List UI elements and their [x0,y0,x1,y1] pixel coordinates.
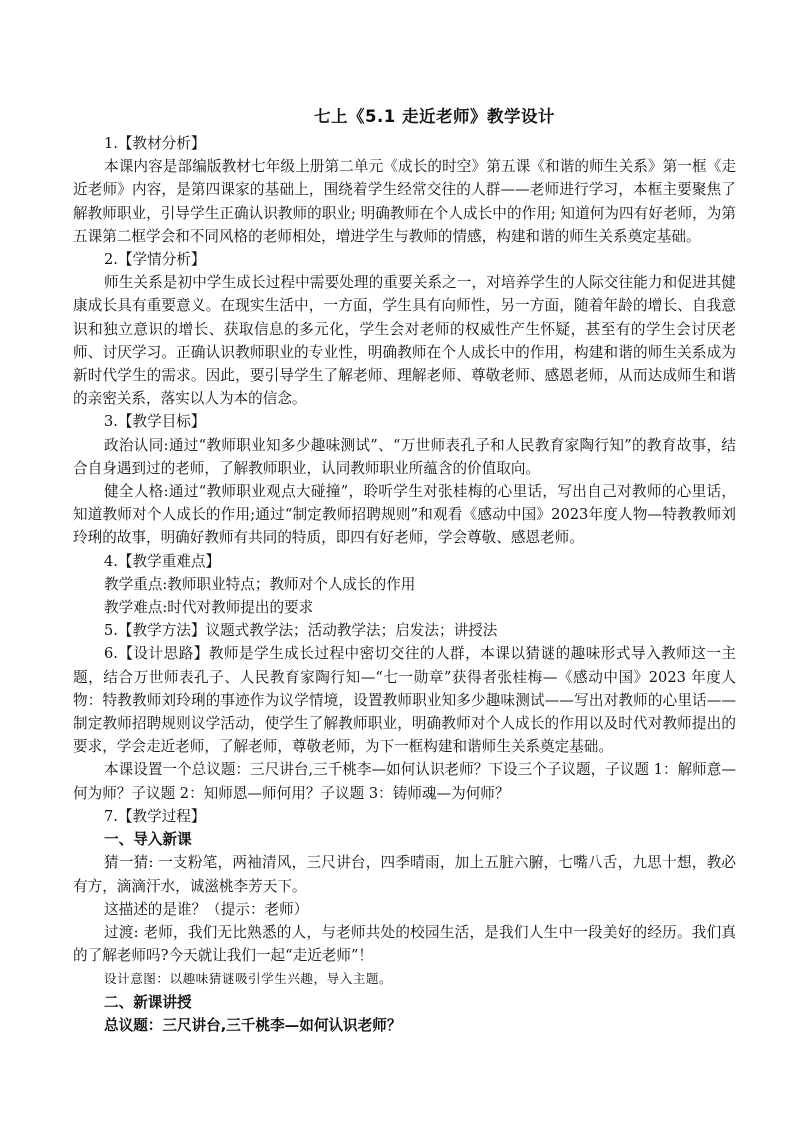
main-topic-heading: 总议题：三尺讲台,三千桃李—如何认识老师？ [104,1016,402,1034]
section-heading-process: 7.【教学过程】 [104,807,206,825]
paragraph-riddle-question: 这描述的是谁？（提示：老师） [104,900,309,918]
paragraph-student-analysis: 师生关系是初中学生成长过程中需要处理的重要关系之一，对培养学生的人际交往能力和促进其健康成长具有重要意义。在现实生活中，一方面，学生具有向师性，另一方面，随着年龄的增长、自我意识和独立意识的增长、获取信息的多元化，学生会对老师的权威性产生怀疑，甚至有的学生会讨厌老师、讨厌学习。正确认识教师职业的专业性，明确教师在个人成长中的作用，构建和谐的师生关系成为新时代学生的需求。因此，要引导学生了解老师、理解老师、尊敬老师、感恩老师，从而达成师生和谐的亲密关系，落实以人为本的信念。 [73,274,736,408]
section-heading-keypoints: 4.【教学重难点】 [104,552,221,570]
section-heading-analysis: 1.【教材分析】 [104,135,206,152]
part-heading-intro: 一、导入新课 [104,831,192,849]
paragraph-keypoint: 教学重点:教师职业特点；教师对个人成长的作用 [104,575,416,593]
paragraph-goal-personality: 健全人格:通过“教师职业观点大碰撞”，聆听学生对张桂梅的心里话，写出自己对教师的心里话，知道教师对个人成长的作用;通过“制定教师招聘规则”和观看《感动中国》2023年度人物—特教教师刘玲琍的故事，明确好教师有共同的特质，即四有好老师，学会尊敬、感恩老师。 [73,483,736,547]
paragraph-riddle: 猜一猜: 一支粉笔，两袖清风，三尺讲台，四季晴雨，加上五脏六腑，七嘴八舌，九思十想，教必有方，滴滴汗水，诚滋桃李芳天下。 [73,854,736,895]
paragraph-transition: 过渡: 老师，我们无比熟悉的人，与老师共处的校园生活，是我们人生中一段美好的经历。我们真的了解老师吗?今天就让我们一起“走近老师”！ [73,923,736,965]
document-title: 七上《5.1 走近老师》教学设计 [314,107,555,126]
section-heading-goals: 3.【教学目标】 [104,413,206,431]
paragraph-design-idea: 6.【设计思路】教师是学生成长过程中密切交往的人群，本课以猜谜的趣味形式导入教师这一主题，结合万世师表孔子、人民教育家陶行知—“七一勋章”获得者张桂梅—《感动中国》2023 年度人物：特教教师刘玲琍的事迹作为议学情境，设置教师职业知多少趣味测试——写出对教师的心里话——制定教师招聘规则议学活动，使学生了解教师职业，明确教师对个人成长的作用以及时代对教师提出的要求，学会走近老师，了解老师，尊敬老师，为下一框构建和谐师生关系奠定基础。 [73,645,736,756]
paragraph-topics: 本课设置一个总议题：三尺讲台,三千桃李—如何认识老师？下设三个子议题，子议题 1：解师意—何为师？子议题 2：知师恩—师何用？子议题 3：铸师魂—为何师？ [73,761,736,802]
paragraph-textbook-analysis: 本课内容是部编版教材七年级上册第二单元《成长的时空》第五课《和谐的师生关系》第一框《走近老师》内容，是第四课家的基础上，围绕着学生经常交往的人群——老师进行学习，本框主要聚焦了解教师职业，引导学生正确认识教师的职业; 明确教师在个人成长中的作用; 知道何为四有好老师，为第五课第二框学会和不同风格的老师相处，增进学生与教师的情感，构建和谐的师生关系奠定基础。 [73,158,736,245]
paragraph-difficulty: 教学难点:时代对教师提出的要求 [104,599,314,617]
paragraph-methods: 5.【教学方法】议题式教学法；活动教学法；启发法；讲授法 [104,622,498,640]
design-intent-note: 设计意图：以趣味猜谜吸引学生兴趣，导入主题。 [104,971,393,987]
paragraph-goal-political: 政治认同:通过“教师职业知多少趣味测试”、“万世师表孔子和人民教育家陶行知”的教育故事，结合自身遇到过的老师，了解教师职业，认同教师职业所蕴含的价值取向。 [73,436,736,477]
part-heading-new-lesson: 二、新课讲授 [104,993,192,1011]
section-heading-student: 2.【学情分析】 [104,251,206,269]
